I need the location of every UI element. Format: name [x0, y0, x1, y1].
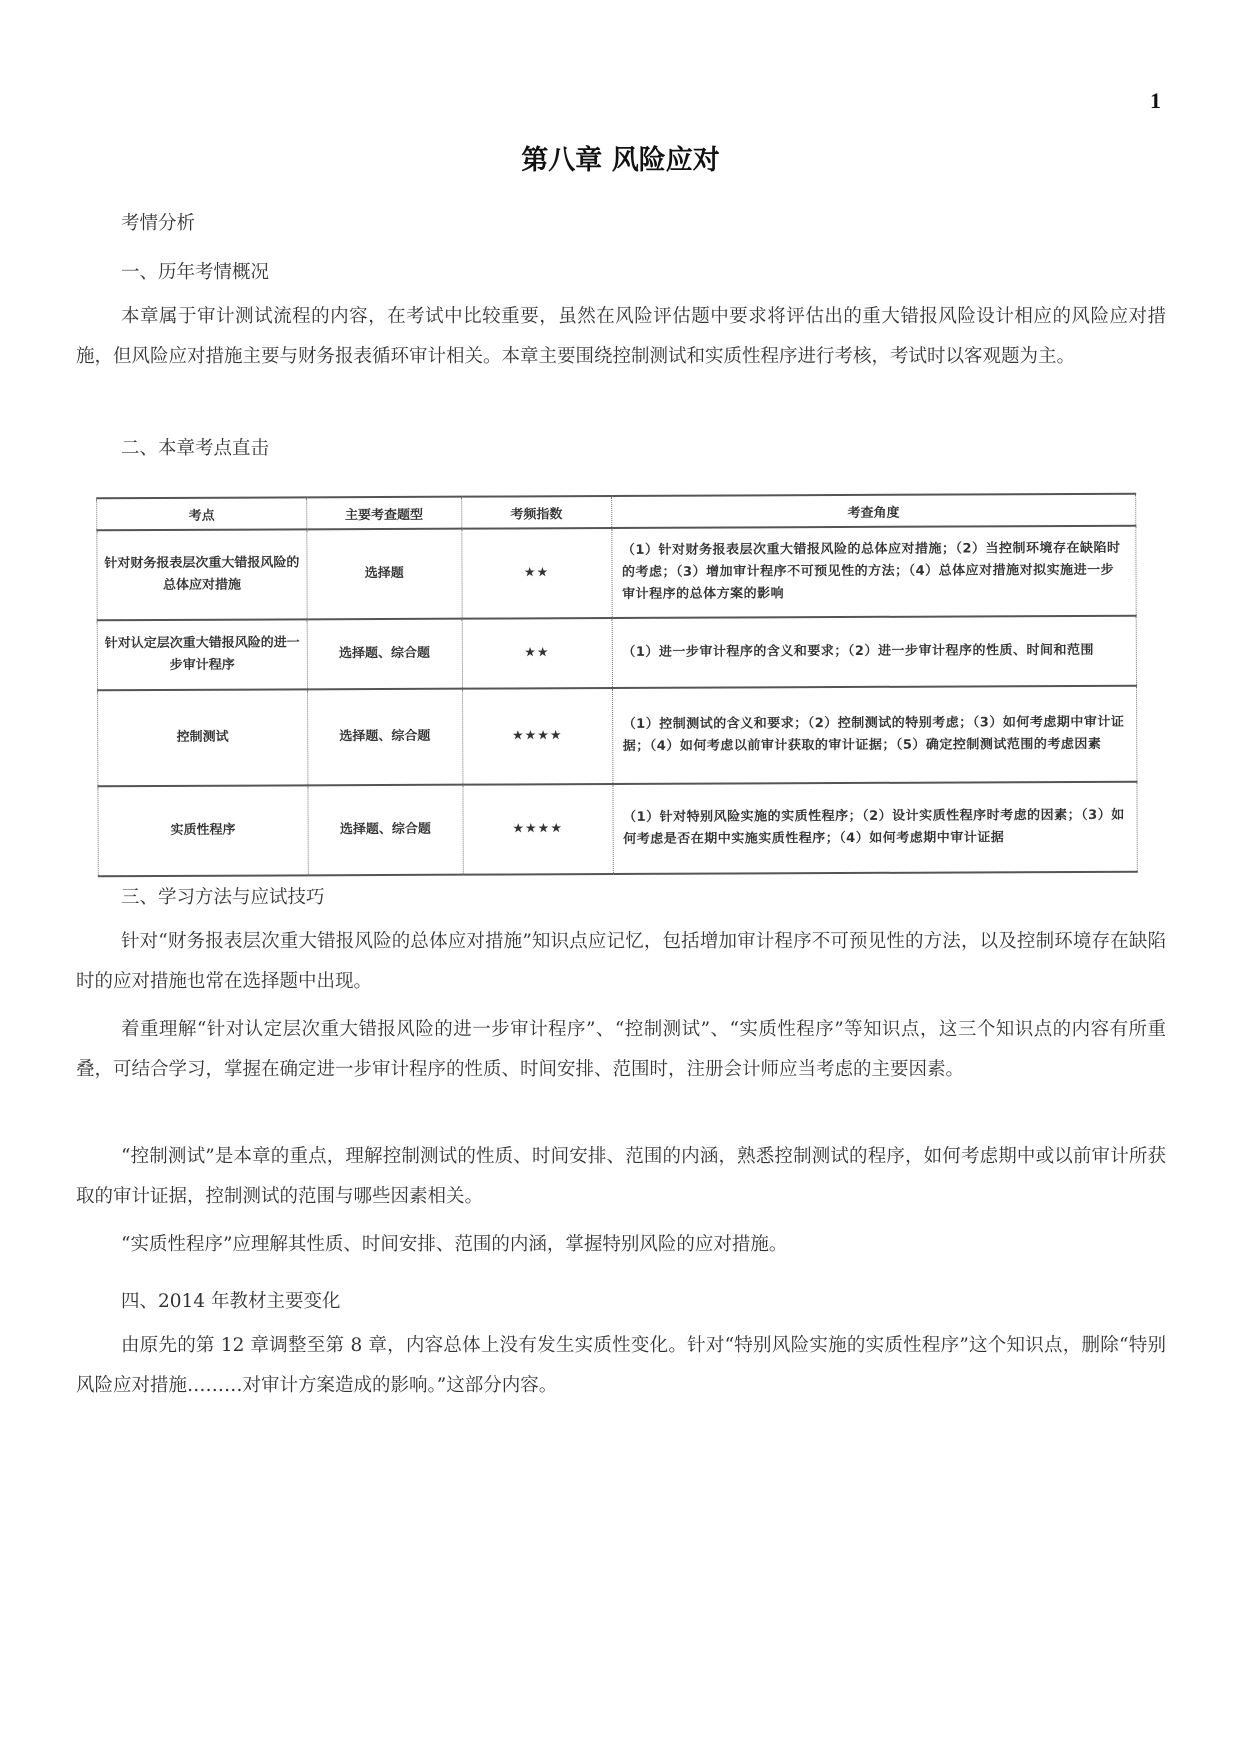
- chapter-title: 第八章 风险应对: [521, 145, 720, 176]
- section-3-paragraph-1: 针对“财务报表层次重大错报风险的总体应对措施”知识点应记忆，包括增加审计程序不可预见性的方法，以及控制环境存在缺陷时的应对措施也常在选择题中出现。: [76, 931, 1166, 992]
- cell-stars: ★★: [462, 618, 612, 689]
- section-3-paragraph-2: 着重理解“针对认定层次重大错报风险的进一步审计程序”、“控制测试”、“实质性程序”等知识点，这三个知识点的内容有所重叠，可结合学习，掌握在确定进一步审计程序的性质、时间安排、范围时，注册会计师应当考虑的主要因素。: [76, 1019, 1166, 1080]
- cell-type: 选择题: [307, 529, 462, 620]
- cell-topic: 针对认定层次重大错报风险的进一步审计程序: [97, 619, 307, 690]
- header-frequency: 考频指数: [461, 496, 611, 529]
- cell-stars: ★★★★: [463, 784, 613, 875]
- cell-angle: （1）针对特别风险实施的实质性程序；（2）设计实质性程序时考虑的因素；（3）如何考虑是否在期中实施实质性程序；（4）如何考虑期中审计证据: [612, 782, 1137, 874]
- table-header-row: [97, 494, 1136, 531]
- section-4-heading: 四、2014 年教材主要变化: [121, 1291, 341, 1312]
- page-number: 1: [1150, 88, 1161, 113]
- cell-angle: （1）进一步审计程序的含义和要求；（2）进一步审计程序的性质、时间和范围: [612, 616, 1137, 688]
- header-angle: 考查角度: [611, 494, 1136, 528]
- section-1-heading: 一、历年考情概况: [121, 262, 270, 283]
- table-row: [97, 616, 1136, 691]
- table-row: [98, 782, 1137, 877]
- cell-type: 选择题、综合题: [307, 689, 462, 786]
- header-question-type: 主要考查题型: [306, 497, 461, 530]
- cell-type: 选择题、综合题: [308, 785, 463, 876]
- header-topic: 考点: [97, 497, 307, 530]
- cell-topic: 控制测试: [98, 689, 308, 786]
- section-3-paragraph-4: “实质性程序”应理解其性质、时间安排、范围的内涵，掌握特别风险的应对措施。: [121, 1234, 788, 1255]
- cell-angle: （1）针对财务报表层次重大错报风险的总体应对措施；（2）当控制环境存在缺陷时的考虑；（3）增加审计程序不可预见性的方法；（4）总体应对措施对拟实施进一步审计程序的总体方案的影响: [611, 526, 1136, 618]
- analysis-label: 考情分析: [121, 213, 196, 234]
- cell-topic: 实质性程序: [98, 785, 308, 876]
- section-1-body: 本章属于审计测试流程的内容，在考试中比较重要，虽然在风险评估题中要求将评估出的重大错报风险设计相应的风险应对措施，但风险应对措施主要与财务报表循环审计相关。本章主要围绕控制测试和实质性程序进行考核，考试时以客观题为主。: [76, 306, 1166, 367]
- table-row: [97, 526, 1136, 621]
- cell-stars: ★★: [461, 528, 611, 619]
- section-2-heading: 二、本章考点直击: [121, 438, 270, 459]
- section-4-body: 由原先的第 12 章调整至第 8 章，内容总体上没有发生实质性变化。针对“特别风险实施的实质性程序”这个知识点，删除“特别风险应对措施………对审计方案造成的影响。”这部分内容。: [76, 1335, 1166, 1396]
- section-3-paragraph-3: “控制测试”是本章的重点，理解控制测试的性质、时间安排、范围的内涵，熟悉控制测试的程序，如何考虑期中或以前审计所获取的审计证据，控制测试的范围与哪些因素相关。: [76, 1146, 1166, 1207]
- cell-angle: （1）控制测试的含义和要求；（2）控制测试的特别考虑；（3）如何考虑期中审计证据；（4）如何考虑以前审计获取的审计证据；（5）确定控制测试范围的考虑因素: [612, 686, 1137, 784]
- cell-topic: 针对财务报表层次重大错报风险的总体应对措施: [97, 529, 307, 620]
- exam-points-table: [96, 493, 1138, 878]
- cell-type: 选择题、综合题: [307, 619, 462, 690]
- table-row: [98, 686, 1137, 787]
- cell-stars: ★★★★: [462, 688, 612, 785]
- section-3-heading: 三、学习方法与应试技巧: [121, 887, 325, 908]
